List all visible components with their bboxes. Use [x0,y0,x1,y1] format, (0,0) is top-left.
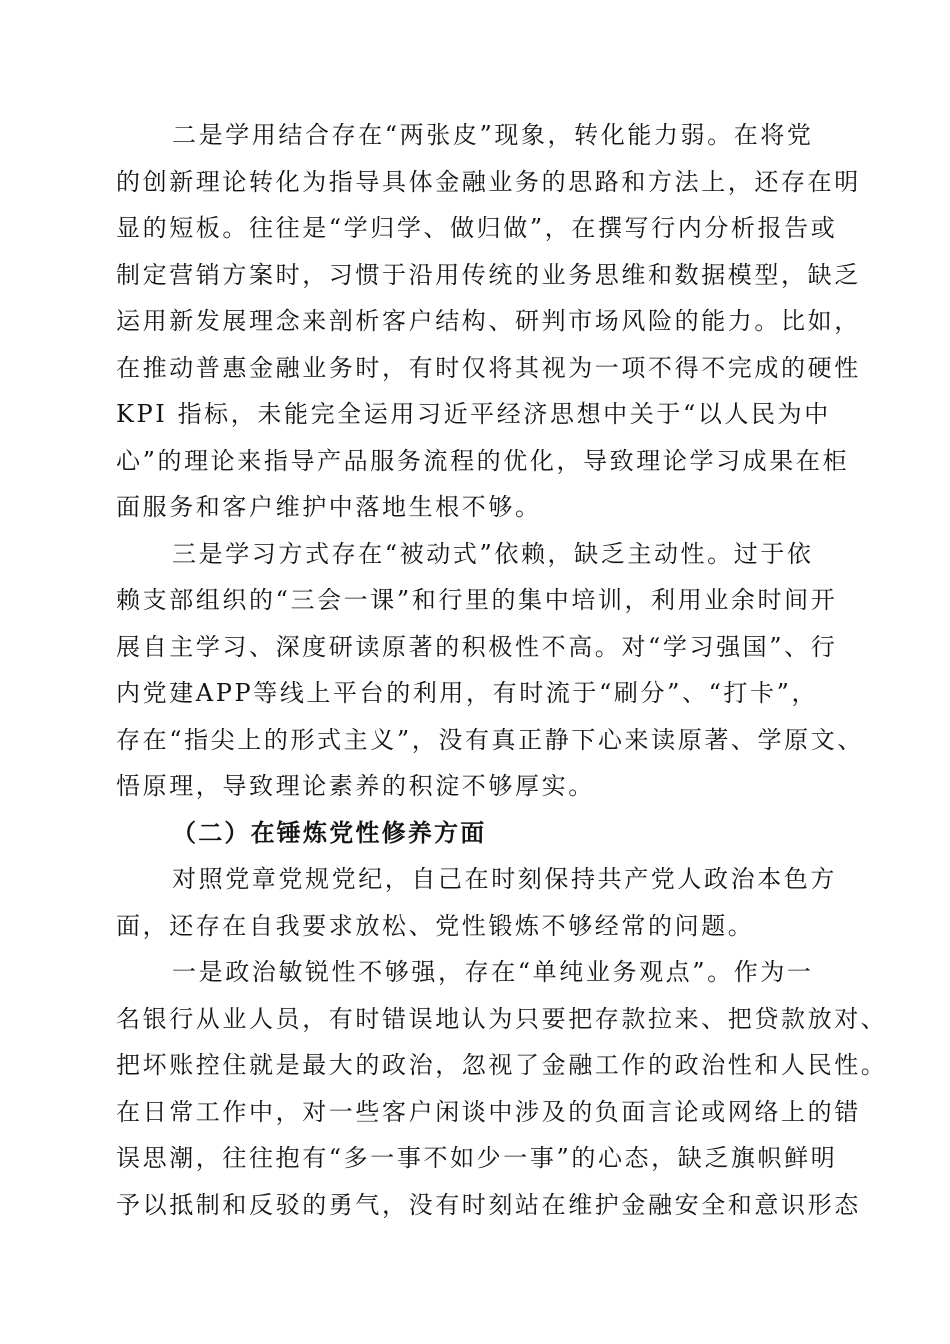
paragraph-line: 制定营销方案时，习惯于沿用传统的业务思维和数据模型，缺乏 [116,260,861,289]
paragraph-line: 的创新理论转化为指导具体金融业务的思路和方法上，还存在明 [116,167,861,196]
paragraph-line: 显的短板。往往是“学归学、做归做”，在撰写行内分析报告或 [116,214,838,242]
paragraph-line: 二是学用结合存在“两张皮”现象，转化能力弱。在将党 [172,121,814,149]
paragraph-line: 运用新发展理念来剖析客户结构、研判市场风险的能力。比如， [116,307,861,335]
section-heading: （二）在锤炼党性修养方面 [172,818,487,847]
paragraph-line: 悟原理，导致理论素养的积淀不够厚实。 [116,772,595,800]
paragraph-line: 面，还存在自我要求放松、党性锻炼不够经常的问题。 [116,911,755,940]
paragraph-line: 内党建APP等线上平台的利用，有时流于“刷分”、“打卡”， [116,679,819,707]
paragraph-line: 展自主学习、深度研读原著的积极性不高。对“学习强国”、行 [116,632,838,661]
paragraph-line: 一是政治敏锐性不够强，存在“单纯业务观点”。作为一 [172,958,814,986]
paragraph-line: 对照党章党规党纪，自己在时刻保持共产党人政治本色方 [172,865,837,893]
paragraph-line: 三是学习方式存在“被动式”依赖，缺乏主动性。过于依 [172,539,814,568]
document-body [116,112,888,1228]
paragraph-line: 把坏账控住就是最大的政治，忽视了金融工作的政治性和人民性。 [116,1051,888,1079]
paragraph-line: 存在“指尖上的形式主义”，没有真正静下心来读原著、学原文、 [116,725,864,754]
paragraph-line: 名银行从业人员，有时错误地认为只要把存款拉来、把贷款放对、 [116,1004,888,1033]
paragraph-line: 予以抵制和反驳的勇气，没有时刻站在维护金融安全和意识形态 [116,1190,861,1219]
paragraph-line: 心”的理论来指导产品服务流程的优化，导致理论学习成果在柜 [116,446,850,475]
paragraph-line: 面服务和客户维护中落地生根不够。 [116,493,542,521]
paragraph-line: KPI 指标，未能完全运用习近平经济思想中关于“以人民为中 [116,400,831,428]
paragraph-line: 在日常工作中，对一些客户闲谈中涉及的负面言论或网络上的错 [116,1097,861,1126]
paragraph-line: 误思潮，往往抱有“多一事不如少一事”的心态，缺乏旗帜鲜明 [116,1144,838,1172]
paragraph-line: 赖支部组织的“三会一课”和行里的集中培训，利用业余时间开 [116,586,838,614]
paragraph-line: 在推动普惠金融业务时，有时仅将其视为一项不得不完成的硬性 [116,353,861,382]
